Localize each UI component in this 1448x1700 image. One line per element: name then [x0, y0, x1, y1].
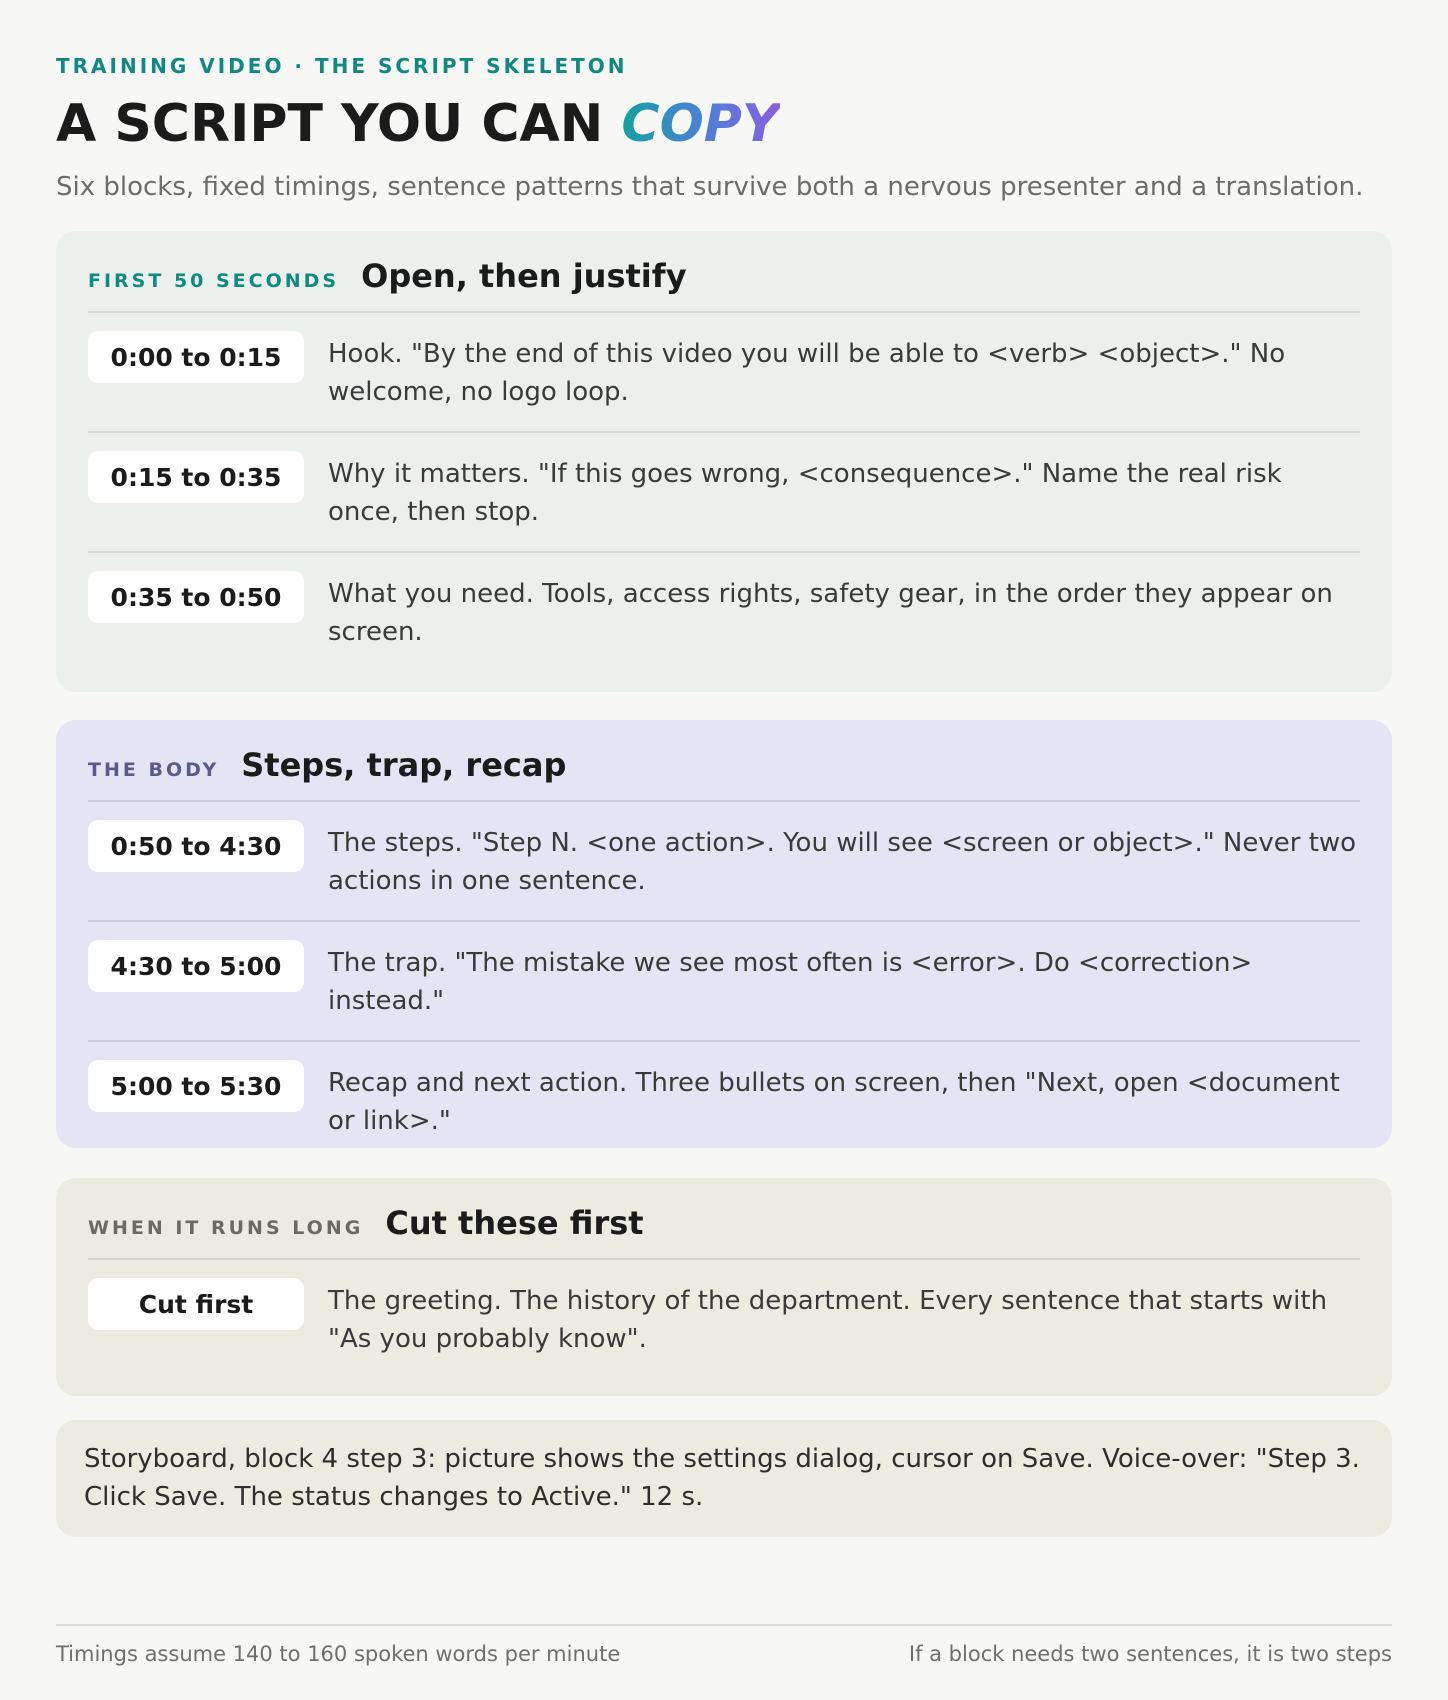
timing-description: Why it matters. "If this goes wrong, <consequence>." Name the real risk once, then stop. — [328, 459, 1282, 527]
title-accent: COPY — [621, 94, 780, 154]
timing-pill: 0:35 to 0:50 — [88, 571, 304, 623]
timing-row — [88, 922, 1360, 1042]
section-first-50-seconds — [56, 231, 1392, 692]
footer-right: If a block needs two sentences, it is two steps — [908, 1642, 1392, 1666]
timing-row — [88, 1042, 1360, 1160]
timing-row — [88, 313, 1360, 433]
header-eyebrow: TRAINING VIDEO · THE SCRIPT SKELETON — [56, 54, 628, 78]
cut-pill: Cut first — [88, 1278, 304, 1330]
timing-description: The steps. "Step N. <one action>. You will see <screen or object>." Never two actions in one sentence. — [328, 828, 1357, 896]
section-header — [88, 257, 1360, 313]
timing-pill: 4:30 to 5:00 — [88, 940, 304, 992]
cut-description: The greeting. The history of the department. Every sentence that starts with "As you probably know". — [328, 1286, 1328, 1354]
timing-row — [88, 433, 1360, 553]
section-eyebrow: THE BODY — [88, 759, 220, 781]
storyboard-note: Storyboard, block 4 step 3: picture shows the settings dialog, cursor on Save. Voice-over: "Step 3. Click Save. The status changes to Active." 12 s. — [56, 1420, 1392, 1537]
page-title — [56, 92, 1392, 156]
section-header — [88, 746, 1360, 802]
timing-description: The trap. "The mistake we see most often is <error>. Do <correction> instead." — [328, 948, 1253, 1016]
section-eyebrow: WHEN IT RUNS LONG — [88, 1217, 364, 1239]
timing-pill: 0:15 to 0:35 — [88, 451, 304, 503]
section-title: Open, then justify — [361, 257, 687, 295]
title-main: A SCRIPT YOU CAN — [56, 94, 622, 154]
page-subtitle: Six blocks, fixed timings, sentence patterns that survive both a nervous presenter and a translation. — [56, 172, 1364, 202]
timing-description: Hook. "By the end of this video you will be able to <verb> <object>." No welcome, no logo loop. — [328, 339, 1286, 407]
section-when-it-runs-long — [56, 1178, 1392, 1396]
timing-pill: 0:50 to 4:30 — [88, 820, 304, 872]
timing-row — [88, 802, 1360, 922]
cut-row — [88, 1260, 1360, 1378]
timing-description: What you need. Tools, access rights, safety gear, in the order they appear on screen. — [328, 579, 1333, 647]
section-the-body — [56, 720, 1392, 1148]
timing-pill: 5:00 to 5:30 — [88, 1060, 304, 1112]
footer — [56, 1624, 1392, 1666]
timing-row — [88, 553, 1360, 671]
timing-description: Recap and next action. Three bullets on screen, then "Next, open <document or link>." — [328, 1068, 1340, 1136]
section-header — [88, 1204, 1360, 1260]
section-eyebrow: FIRST 50 SECONDS — [88, 270, 340, 292]
footer-left: Timings assume 140 to 160 spoken words per minute — [56, 1642, 621, 1666]
section-title: Cut these first — [385, 1204, 644, 1242]
section-title: Steps, trap, recap — [241, 746, 567, 784]
timing-pill: 0:00 to 0:15 — [88, 331, 304, 383]
